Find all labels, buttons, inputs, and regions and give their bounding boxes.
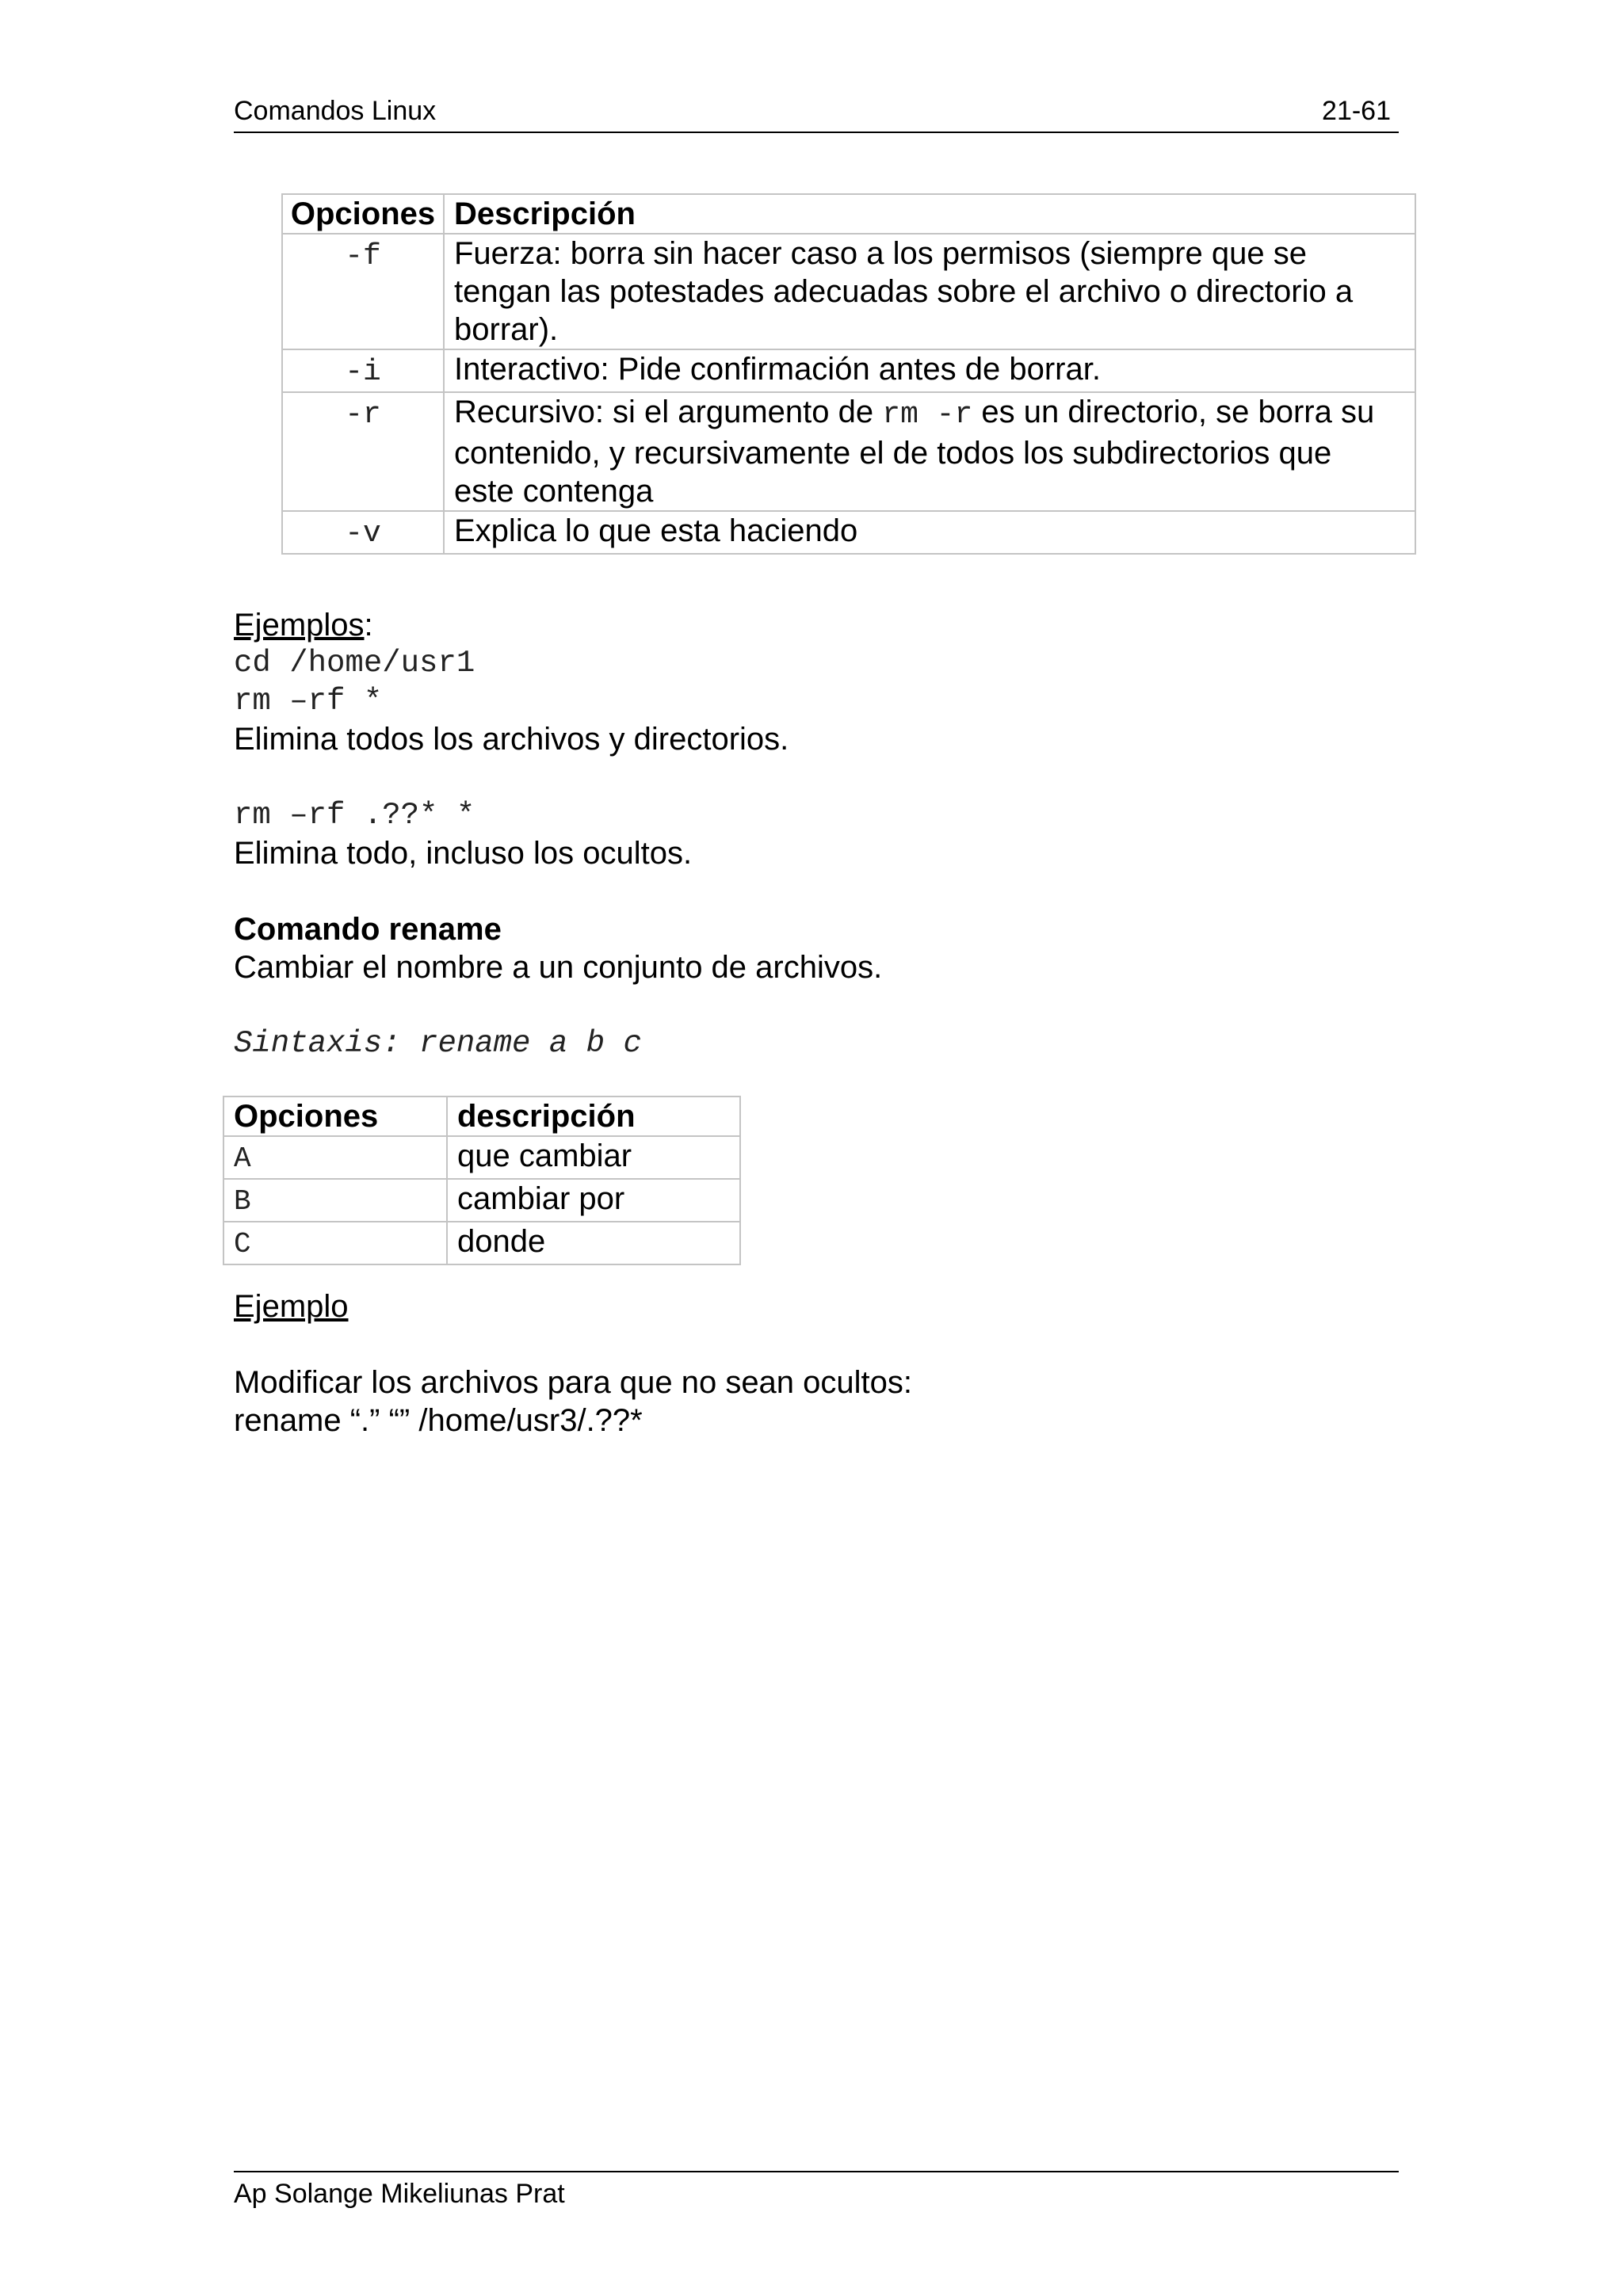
syntax-line: Sintaxis: rename a b c	[234, 1026, 642, 1061]
option-flag: B	[234, 1185, 251, 1218]
option-flag: -r	[345, 398, 381, 432]
table-header-cell: Descripción	[444, 194, 1415, 234]
option-description: donde	[447, 1222, 740, 1264]
option-flag: -f	[345, 239, 381, 273]
example-line: Modificar los archivos para que no sean ocultos:	[234, 1365, 913, 1400]
option-description: Fuerza: borra sin hacer caso a los permisos (siempre que se tengan las potestades adecuadas sobre el archivo o directorio a borrar).	[444, 234, 1415, 349]
table-header-row	[223, 1097, 740, 1136]
examples-heading: Ejemplos	[234, 608, 365, 643]
option-description: Explica lo que esta haciendo	[444, 511, 1415, 554]
table-header-row	[282, 194, 1415, 234]
option-description: que cambiar	[447, 1136, 740, 1179]
rm-options-table	[281, 193, 1416, 555]
example-line: rename “.” “” /home/usr3/.??*	[234, 1403, 643, 1438]
example-heading: Ejemplo	[234, 1289, 349, 1324]
heading-colon: :	[364, 608, 373, 643]
table-row	[282, 511, 1415, 554]
examples-section	[234, 606, 882, 1062]
table-header-cell: descripción	[447, 1097, 740, 1136]
code-line: cd /home/usr1	[234, 646, 475, 681]
running-header	[234, 95, 1399, 133]
code-line: rm –rf *	[234, 684, 383, 719]
option-flag: -v	[345, 517, 381, 551]
header-title: Comandos Linux	[234, 96, 437, 126]
table-row	[282, 349, 1415, 392]
description-text: Recursivo: si el argumento de	[454, 395, 883, 429]
header-page-number: 21-61	[1322, 96, 1391, 126]
examples-heading-line	[234, 606, 882, 644]
option-flag: C	[234, 1228, 251, 1261]
running-footer	[234, 2171, 1399, 2210]
description-text: es un directorio, se borra su contenido, y recursivamente el de todos los subdirectorios que este contenga	[454, 395, 1375, 509]
option-description	[444, 392, 1415, 511]
option-flag: -i	[345, 355, 381, 389]
rename-options-table	[223, 1096, 741, 1265]
section-description: Cambiar el nombre a un conjunto de archivos.	[234, 950, 883, 985]
table-row	[223, 1179, 740, 1222]
code-line: rm –rf .??* *	[234, 798, 475, 833]
inline-code: rm -r	[882, 398, 973, 432]
option-description: cambiar por	[447, 1179, 740, 1222]
option-description: Interactivo: Pide confirmación antes de borrar.	[444, 349, 1415, 392]
example-note: Elimina todo, incluso los ocultos.	[234, 836, 693, 871]
example-section	[234, 1287, 912, 1440]
table-row	[282, 392, 1415, 511]
table-header-cell: Opciones	[282, 194, 444, 234]
example-note: Elimina todos los archivos y directorios.	[234, 722, 789, 757]
table-header-cell: Opciones	[223, 1097, 447, 1136]
table-row	[282, 234, 1415, 349]
table-row	[223, 1136, 740, 1179]
option-flag: A	[234, 1142, 251, 1175]
footer-author: Ap Solange Mikeliunas Prat	[234, 2179, 565, 2209]
section-title: Comando rename	[234, 912, 502, 947]
table-row	[223, 1222, 740, 1264]
